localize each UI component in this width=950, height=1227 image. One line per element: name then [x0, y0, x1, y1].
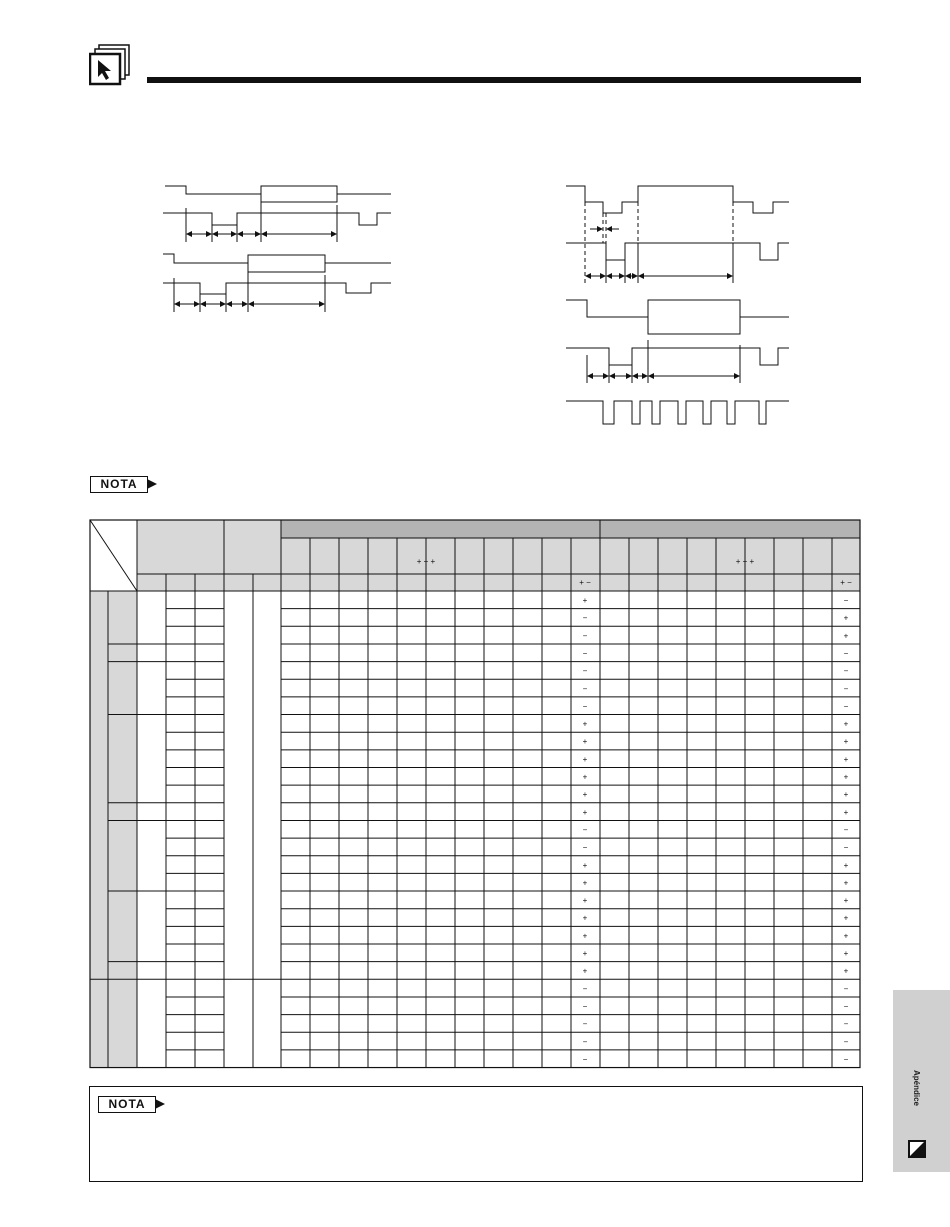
sync-polarity-value: + [843, 931, 849, 941]
side-tab-label: Apéndice [912, 1070, 921, 1107]
sync-polarity-value: − [843, 1054, 849, 1064]
sync-polarity-value: + [582, 737, 588, 747]
appendix-icon [908, 1140, 926, 1158]
nota-arrow-icon [155, 1099, 165, 1109]
sync-polarity-value: − [582, 631, 588, 641]
sync-polarity-value: − [582, 1019, 588, 1029]
sync-polarity-value: − [843, 648, 849, 658]
sync-polarity-value: + [843, 772, 849, 782]
nota-label: NOTA [98, 1096, 156, 1113]
sync-polarity-value: − [582, 613, 588, 623]
table-top-header-fill [281, 520, 860, 538]
sync-polarity-value: + [582, 772, 588, 782]
table-header-fill [137, 520, 281, 591]
sync-polarity-value: − [843, 1001, 849, 1011]
nota-label: NOTA [90, 476, 148, 493]
nota-badge-bottom [98, 1096, 168, 1113]
polarity-subheader-label: + − [840, 578, 852, 587]
sync-polarity-value: + [582, 966, 588, 976]
sync-polarity-value: − [582, 1054, 588, 1064]
sync-polarity-value: − [582, 843, 588, 853]
sync-polarity-value: + [582, 896, 588, 906]
sync-polarity-value: + [582, 913, 588, 923]
sync-polarity-value: + [843, 949, 849, 958]
sync-polarity-value: + [582, 754, 588, 764]
sync-polarity-value: + [582, 878, 588, 888]
sync-polarity-value: + [582, 807, 588, 817]
sync-polarity-value: + [582, 860, 588, 870]
sync-polarity-value: − [582, 1037, 588, 1047]
sync-polarity-value: + [843, 860, 849, 870]
sync-polarity-value: − [582, 648, 588, 658]
sync-polarity-value: + [582, 719, 588, 729]
sync-polarity-value: − [582, 666, 588, 676]
sync-polarity-value: − [843, 684, 849, 694]
sync-polarity-value: − [843, 843, 849, 853]
sync-polarity-value: − [582, 684, 588, 694]
table-subgroup-fill [108, 591, 137, 1068]
sync-polarity-value: − [582, 701, 588, 711]
sync-polarity-value: − [843, 666, 849, 676]
sync-polarity-value: + [843, 754, 849, 764]
sync-polarity-value: + [582, 931, 588, 941]
sync-polarity-value: + [843, 613, 849, 623]
table-corner-diagonal [90, 520, 137, 591]
sync-polarity-value: + [843, 790, 849, 800]
sync-polarity-value: + [843, 878, 849, 888]
sync-polarity-value: − [843, 1037, 849, 1047]
sync-polarity-value: − [582, 984, 588, 994]
polarity-header-label: + + + [416, 557, 436, 566]
sync-polarity-value: + [843, 719, 849, 729]
sync-polarity-value: + [843, 966, 849, 976]
note-box [89, 1086, 863, 1182]
sync-polarity-value: − [843, 984, 849, 994]
sync-polarity-value: + [582, 596, 588, 605]
sync-polarity-value: + [843, 631, 849, 641]
sync-polarity-value: − [843, 825, 849, 835]
sync-polarity-value: + [843, 896, 849, 906]
sync-polarity-value: − [582, 1001, 588, 1011]
sync-polarity-value: − [843, 596, 849, 605]
sync-polarity-value: − [843, 1019, 849, 1029]
sync-polarity-value: + [843, 737, 849, 747]
polarity-header-label: + + + [735, 557, 755, 566]
table-group-fill [90, 591, 108, 1068]
sync-polarity-value: + [843, 807, 849, 817]
sync-polarity-value: − [843, 701, 849, 711]
sync-polarity-value: + [582, 949, 588, 958]
sync-polarity-value: − [582, 825, 588, 835]
polarity-subheader-label: + − [579, 578, 591, 587]
sync-polarity-value: + [843, 913, 849, 923]
appendix-side-tab[interactable] [893, 990, 950, 1172]
sync-polarity-value: + [582, 790, 588, 800]
